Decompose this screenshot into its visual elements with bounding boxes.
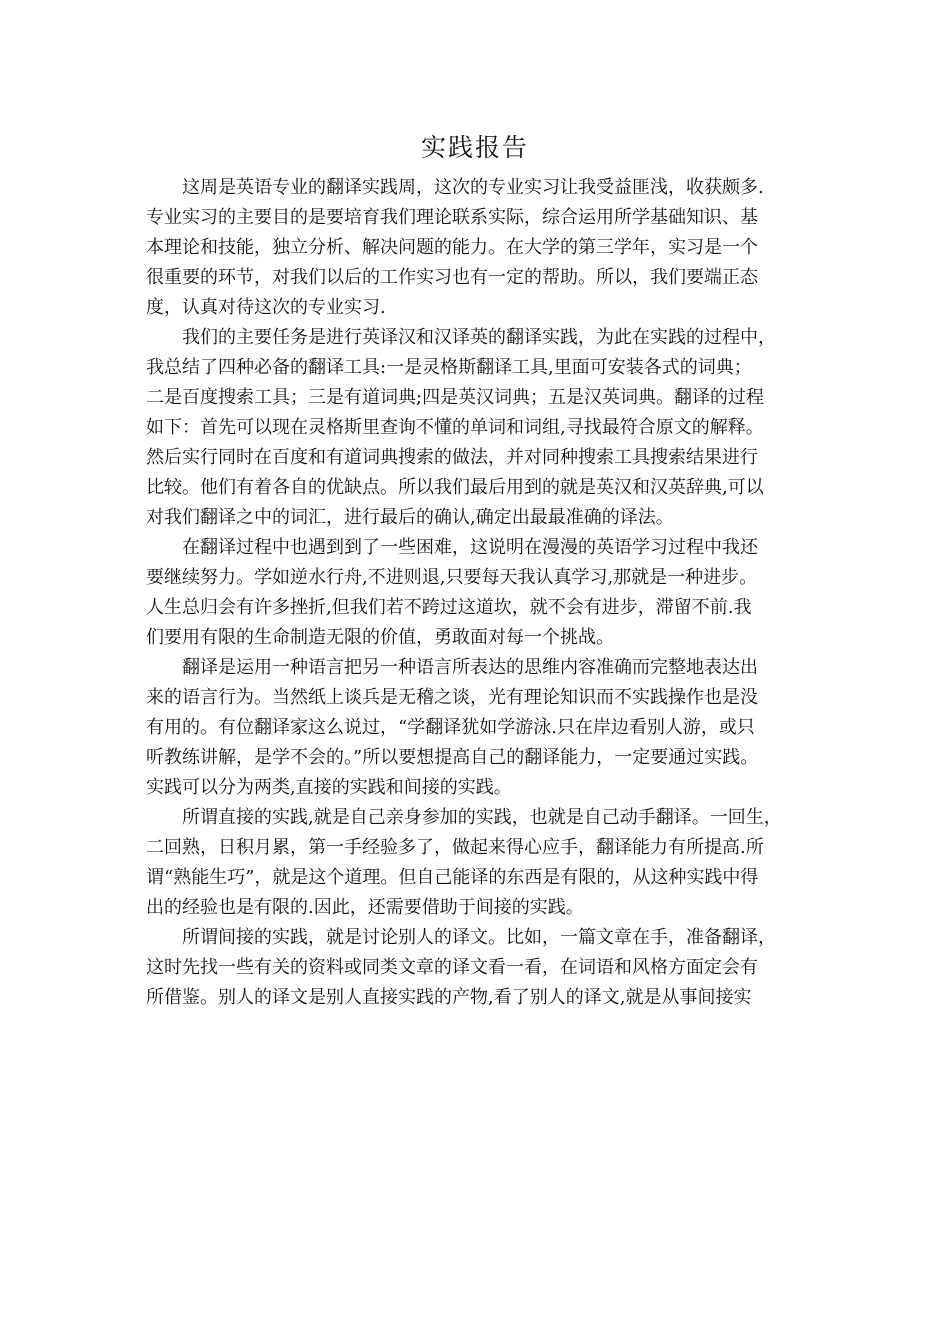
body-line: 所谓直接的实践,就是自己亲身参加的实践，也就是自己动手翻译。一回生， xyxy=(182,807,782,828)
body-line: 听教练讲解，是学不会的。”所以要想提高自己的翻译能力，一定要通过实践。 xyxy=(146,747,759,768)
body-line: 来的语言行为。当然纸上谈兵是无稽之谈，光有理论知识而不实践操作也是没 xyxy=(146,687,758,708)
body-line: 在翻译过程中也遇到到了一些困难，这说明在漫漫的英语学习过程中我还 xyxy=(182,537,758,558)
body-line: 出的经验也是有限的.因此，还需要借助于间接的实践。 xyxy=(146,897,584,918)
body-line: 专业实习的主要目的是要培育我们理论联系实际，综合运用所学基础知识、基 xyxy=(146,207,758,228)
body-line: 如下：首先可以现在灵格斯里查询不懂的单词和词组,寻找最符合原文的解释。 xyxy=(146,417,764,438)
report-body xyxy=(146,173,822,1013)
body-line: 所借鉴。别人的译文是别人直接实践的产物,看了别人的译文,就是从事间接实 xyxy=(146,987,752,1008)
body-line: 二是百度搜索工具；三是有道词典;四是英汉词典；五是汉英词典。翻译的过程 xyxy=(146,387,765,408)
body-line: 实践可以分为两类,直接的实践和间接的实践。 xyxy=(146,777,512,798)
body-line: 有用的。有位翻译家这么说过，“学翻译犹如学游泳.只在岸边看别人游，或只 xyxy=(146,717,755,738)
body-line: 二回熟，日积月累，第一手经验多了，做起来得心应手，翻译能力有所提高.所 xyxy=(146,837,764,858)
body-line: 要继续努力。学如逆水行舟,不进则退,只要每天我认真学习,那就是一种进步。 xyxy=(146,567,758,588)
body-line: 所谓间接的实践，就是讨论别人的译文。比如，一篇文章在手，准备翻译， xyxy=(182,927,776,948)
body-line: 比较。他们有着各自的优缺点。所以我们最后用到的就是英汉和汉英辞典,可以 xyxy=(146,477,764,498)
body-line: 对我们翻译之中的词汇，进行最后的确认,确定出最最准确的译法。 xyxy=(146,507,674,528)
body-line: 翻译是运用一种语言把另一种语言所表达的思维内容准确而完整地表达出 xyxy=(182,657,758,678)
body-line: 们要用有限的生命制造无限的价值，勇敢面对每一个挑战。 xyxy=(146,627,614,648)
body-line: 这周是英语专业的翻译实践周，这次的专业实习让我受益匪浅，收获颇多. xyxy=(182,177,764,198)
body-line: 本理论和技能，独立分析、解决问题的能力。在大学的第三学年，实习是一个 xyxy=(146,237,758,258)
body-line: 我们的主要任务是进行英译汉和汉译英的翻译实践，为此在实践的过程中， xyxy=(182,327,776,348)
body-line: 人生总归会有许多挫折,但我们若不跨过这道坎，就不会有进步，滞留不前.我 xyxy=(146,597,752,618)
body-line: 度，认真对待这次的专业实习. xyxy=(146,297,386,318)
body-line: 然后实行同时在百度和有道词典搜索的做法，并对同种搜索工具搜索结果进行 xyxy=(146,447,758,468)
body-line: 这时先找一些有关的资料或同类文章的译文看一看，在词语和风格方面定会有 xyxy=(146,957,758,978)
body-line: 我总结了四种必备的翻译工具:一是灵格斯翻译工具,里面可安装各式的词典； xyxy=(146,357,752,378)
body-line: 谓“熟能生巧”，就是这个道理。但自己能译的东西是有限的，从这种实践中得 xyxy=(146,867,759,888)
body-line: 很重要的环节，对我们以后的工作实习也有一定的帮助。所以，我们要端正态 xyxy=(146,267,758,288)
page-title: 实践报告 xyxy=(420,133,529,162)
